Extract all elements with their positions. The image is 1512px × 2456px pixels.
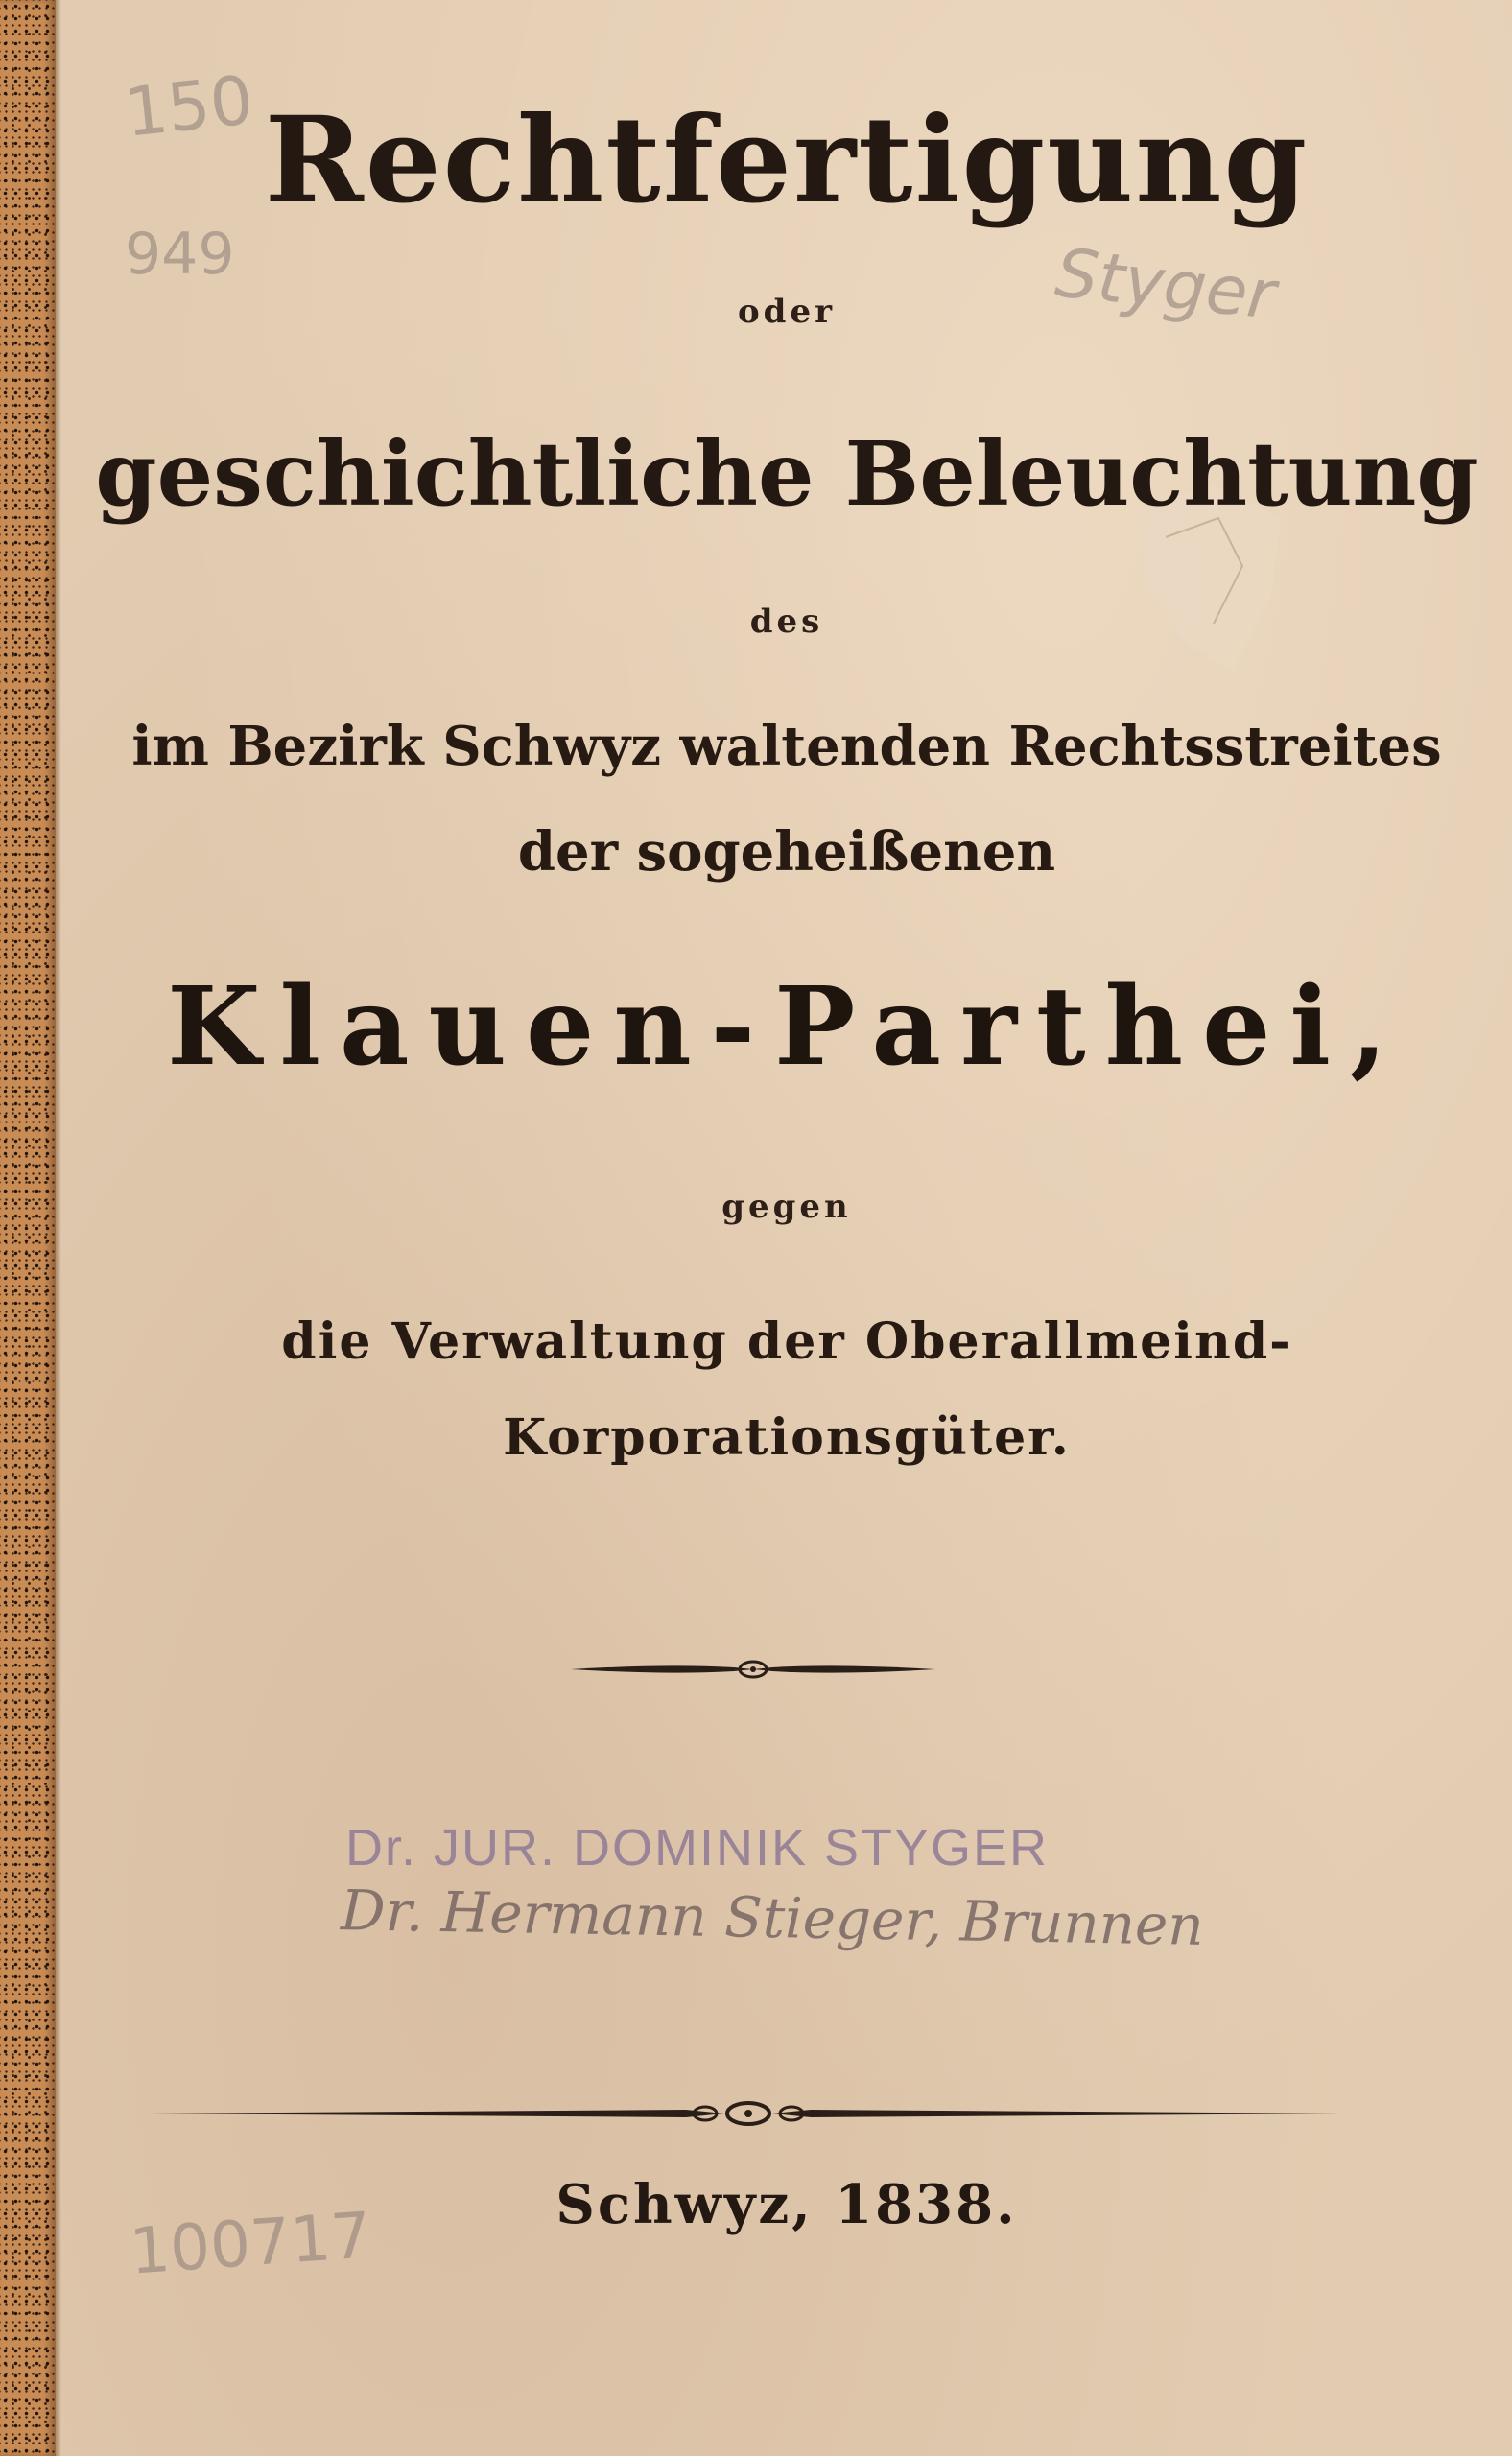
ownership-stamp: Dr. JUR. DOMINIK STYGER xyxy=(345,1819,1050,1877)
subtitle-line: die Verwaltung der Oberallmeind- xyxy=(281,1312,1292,1371)
pencil-note: 150 xyxy=(121,60,257,153)
imprint: Schwyz, 1838. xyxy=(555,2173,1018,2236)
subtitle-line: Korporationsgüter. xyxy=(503,1408,1071,1467)
ornament-rule-icon xyxy=(571,1650,935,1688)
subtitle-line: im Bezirk Schwyz waltenden Rechtsstreites xyxy=(131,715,1442,778)
pencil-note: 100717 xyxy=(127,2198,374,2289)
book-title: Rechtfertigung xyxy=(264,91,1310,230)
pencil-note: 949 xyxy=(125,221,235,288)
book-spine-strip xyxy=(0,0,56,2456)
connector-gegen: gegen xyxy=(721,1188,852,1226)
subtitle-line: der sogeheißenen xyxy=(517,820,1056,884)
pencil-note: Styger xyxy=(1051,233,1280,335)
book-subtitle: geschichtliche Beleuchtung xyxy=(95,422,1478,526)
party-name: Klauen-Parthei, xyxy=(167,964,1406,1090)
ornament-rule-icon xyxy=(149,2090,1348,2137)
handwritten-signature: Dr. Hermann Stieger, Brunnen xyxy=(340,1877,1205,1958)
connector-oder: oder xyxy=(738,293,836,331)
spine-shadow xyxy=(56,0,61,2456)
connector-des: des xyxy=(749,602,824,641)
